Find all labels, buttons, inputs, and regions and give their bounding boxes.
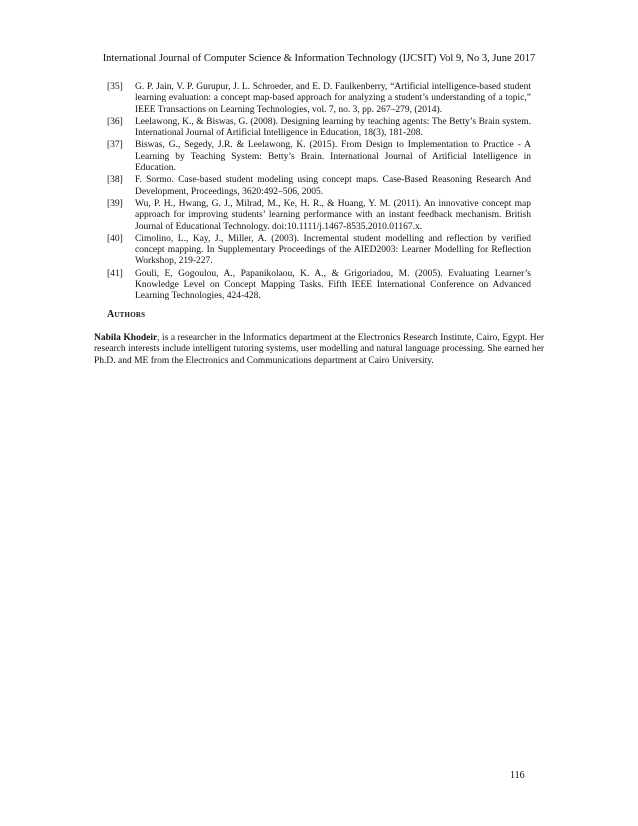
page-number: 116 — [510, 770, 525, 781]
reference-text: Wu, P. H., Hwang, G. J., Milrad, M., Ke, H. R., & Huang, Y. M. (2011). An innovative concept map approach for improving students’ learning performance with an instant feedback mechanism. British Journal of Educational Technology. doi:10.1111/j.1467-8535.2010.01167.x. — [135, 198, 531, 232]
reference-text: Cimolino, L., Kay, J., Miller, A. (2003). Incremental student modelling and reflection by verified concept mapping. In Supplementary Proceedings of the AIED2003: Learner Modelling for Reflection Workshop, 219-227. — [135, 233, 531, 267]
reference-item — [107, 199, 531, 233]
reference-number: [38] — [107, 175, 123, 186]
reference-number: [41] — [107, 268, 123, 279]
reference-text: Biswas, G., Segedy, J.R. & Leelawong, K. (2015). From Design to Implementation to Practice - A Learning by Teaching System: Betty’s Brain. International Journal of Artificial Intelligence in Education. — [135, 140, 531, 174]
reference-text: G. P. Jain, V. P. Gurupur, J. L. Schroeder, and E. D. Faulkenberry, “Artificial intelligence-based student learning evaluation: a concept map-based approach for analyzing a student’s understanding of a topic,” IEEE Transactions on Learning Technologies, vol. 7, no. 3, pp. 267–279, (2014). — [135, 82, 531, 115]
reference-number: [40] — [107, 233, 123, 244]
author-name: Nabila Khodeir — [94, 333, 158, 343]
reference-number: [39] — [107, 198, 123, 209]
reference-list — [107, 82, 531, 304]
author-bio — [94, 333, 544, 367]
reference-number: [37] — [107, 140, 123, 151]
author-bio-text: , is a researcher in the Informatics department at the Electronics Research Institute, Cairo, Egypt. Her research interests include intelligent tutoring systems, user modelling and natural language processing. She earned her Ph.D. and ME from the Electronics and Communications department at Cairo University. — [94, 333, 544, 366]
running-header: International Journal of Computer Science & Information Technology (IJCSIT) Vol 9, No 3, June 2017 — [102, 53, 536, 64]
reference-number: [36] — [107, 116, 123, 127]
reference-item — [107, 82, 531, 116]
reference-text: Leelawong, K., & Biswas, G. (2008). Designing learning by teaching agents: The Betty’s Brain system. International Journal of Artificial Intelligence in Education, 18(3), 181-208. — [135, 116, 531, 139]
reference-text: F. Sormo. Case-based student modeling using concept maps. Case-Based Reasoning Research And Development, Proceedings, 3620:492–506, 2005. — [135, 175, 531, 197]
reference-number: [35] — [107, 82, 123, 92]
reference-item — [107, 269, 531, 303]
authors-heading: Authors — [107, 309, 146, 320]
reference-item — [107, 175, 531, 198]
reference-item — [107, 234, 531, 268]
reference-text: Gouli, E, Gogoulou, A., Papanikolaou, K. A., & Grigoriadou, M. (2005). Evaluating Learner’s Knowledge Level on Concept Mapping Tasks. Fifth IEEE International Conference on Advanced Learning Technologies, 424-428. — [135, 268, 531, 302]
reference-item — [107, 117, 531, 140]
reference-item — [107, 140, 531, 174]
